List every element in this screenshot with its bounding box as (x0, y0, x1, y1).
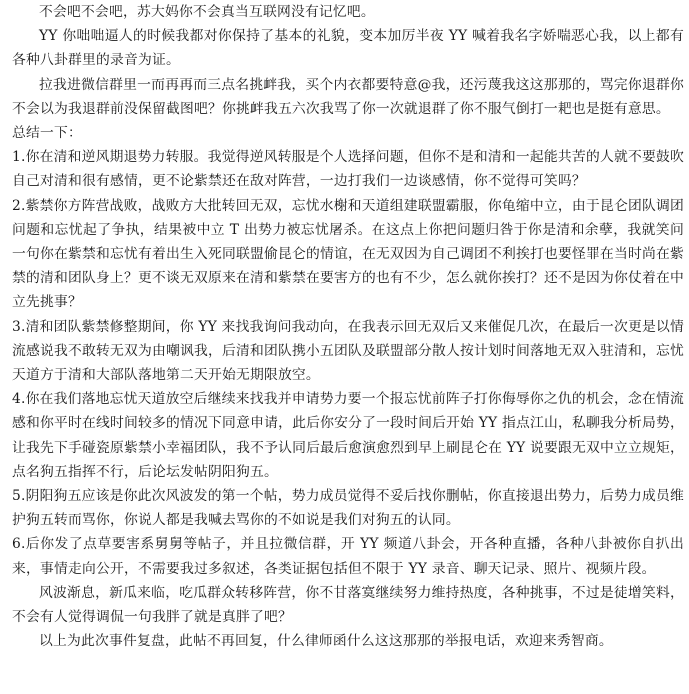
document-body (12, 0, 684, 653)
paragraph-closing: 以上为此次事件复盘，此帖不再回复，什么律师函什么这这那那的举报电话，欢迎来秀智商。 (39, 633, 613, 650)
summary-item-5: 5.阴阳狗五应该是你此次风波发的第一个帖，势力成员觉得不妥后找你删帖，你直接退出势力，后势力成员维护狗五转而骂你，你说人都是我喊去骂你的不如说是我们对狗五的认同。 (12, 488, 684, 529)
summary-item-6: 6.后你发了点草要害系舅舅等帖子，并且拉微信群，开 YY 频道八卦会，开各种直播，各种八卦被你自扒出来，事情走向公开，不需要我过多叙述，各类证据包括但不限于 YY 录音、聊天记录、照片、视频片段。 (12, 536, 684, 577)
summary-item-4: 4.你在我们落地忘忧天道放空后继续来找我并申请势力要一个报忘忧前阵子打你侮辱你之仇的机会，念在情流感和你平时在线时间较多的情况下同意申请，此后你安分了一段时间后开始 YY 指点江山，私聊我分析局势，让我先下手碰瓷原紫禁小幸福团队，我不予认同后最后愈演愈烈到早上刷昆仑在 YY 说要跟无双中立立规矩，点名狗五指挥不行，后论坛发帖阴阳狗五。 (12, 391, 684, 480)
summary-item-3: 3.清和团队紫禁修整期间，你 YY 来找我询问我动向，在我表示回无双后又来催促几次，在最后一次更是以情流感说我不敢转无双为由嘲讽我，后清和团队携小五团队及联盟部分散人按计划时间落地无双入驻清和，忘忧天道方于清和大部队落地第二天开始无期限放空。 (12, 318, 684, 384)
summary-item-1: 1.你在清和逆风期退势力转服。我觉得逆风转服是个人选择问题，但你不是和清和一起能共苦的人就不要鼓吹自己对清和很有感情，更不论紫禁还在敌对阵营，一边打我们一边谈感情，你不觉得可笑吗？ (12, 149, 684, 190)
paragraph-wechat-group: 拉我进微信群里一而再再而三点名挑衅我，买个内衣都要特意@我，还污蔑我这这那那的，骂完你退群你不会以为我退群前没保留截图吧？你挑衅我五六次我骂了你一次就退群了你不服气倒打一耙也是挺有意思。 (12, 76, 684, 117)
summary-heading: 总结一下： (12, 125, 82, 142)
summary-item-2: 2.紫禁你方阵营战败，战败方大批转回无双，忘忧水榭和天道组建联盟霸服，你龟缩中立，由于昆仑团队调团问题和忘忧起了争执，结果被中立 T 出势力被忘忧屠杀。在这点上你把问题归咎于你是清和余孽，我就笑问一句你在紫禁和忘忧有着出生入死同联盟偷昆仑的情谊，在无双因为自己调团不利挨打也要怪罪在当时尚在紫禁的清和团队身上？更不谈无双原来在清和紫禁在要害方的也有不少，怎么就你挨打？还不是因为你仗着在中立先挑事？ (12, 197, 684, 311)
paragraph-aftermath: 风波渐息，新瓜来临，吃瓜群众转移阵营，你不甘落寞继续努力维持热度，各种挑事，不过是徒增笑料，不会有人觉得调侃一句我胖了就是真胖了吧？ (12, 584, 684, 626)
paragraph-yy-evidence: YY 你咄咄逼人的时候我都对你保持了基本的礼貌，变本加厉半夜 YY 喊着我名字娇喘恶心我，以上都有各种八卦群里的录音为证。 (12, 28, 684, 69)
paragraph-intro: 不会吧不会吧，苏大妈你不会真当互联网没有记忆吧。 (39, 4, 375, 20)
